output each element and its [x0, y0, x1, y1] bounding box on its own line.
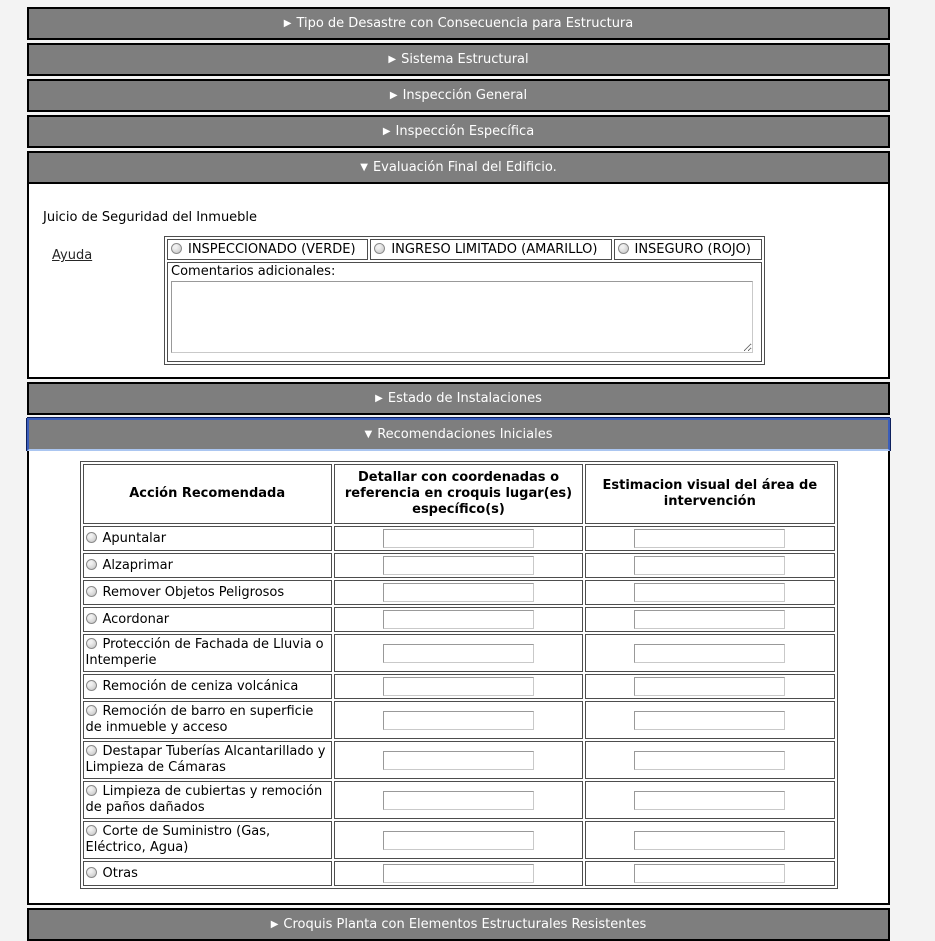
- estimation-input[interactable]: [634, 751, 785, 770]
- section-label: Evaluación Final del Edificio.: [372, 160, 557, 175]
- section-header-tipo-desastre[interactable]: [27, 7, 890, 40]
- detail-input[interactable]: [383, 751, 534, 770]
- action-radio[interactable]: [86, 785, 97, 796]
- detail-input[interactable]: [383, 529, 534, 548]
- table-row: [83, 674, 835, 699]
- table-row: [83, 781, 835, 819]
- section-header-recomendaciones-iniciales[interactable]: [27, 418, 890, 451]
- column-header-estimacion: Estimacion visual del área de intervención: [585, 464, 834, 524]
- detail-input[interactable]: [383, 556, 534, 575]
- section-header-estado-instalaciones[interactable]: [27, 382, 890, 415]
- detail-input[interactable]: [383, 610, 534, 629]
- action-label: Corte de Suministro (Gas, Eléctrico, Agua): [85, 824, 271, 855]
- section-label: Estado de Instalaciones: [387, 391, 542, 406]
- action-label: Remoción de ceniza volcánica: [102, 678, 299, 694]
- table-row: [83, 580, 835, 605]
- radio-inspeccionado-verde[interactable]: [171, 243, 182, 254]
- action-cell[interactable]: [83, 701, 332, 739]
- detail-cell: [334, 741, 583, 779]
- estimation-input[interactable]: [634, 831, 785, 850]
- section-header-sistema-estructural[interactable]: [27, 43, 890, 76]
- table-row: [83, 634, 835, 672]
- action-label: Remoción de barro en superficie de inmueble y acceso: [85, 704, 314, 735]
- estimation-cell: [585, 701, 834, 739]
- detail-cell: [334, 821, 583, 859]
- estimation-cell: [585, 741, 834, 779]
- triangle-right-icon: ▶: [388, 54, 397, 65]
- option-label: INSEGURO (ROJO): [634, 242, 751, 257]
- triangle-down-icon: ▼: [364, 429, 373, 440]
- detail-input[interactable]: [383, 791, 534, 810]
- table-row: [83, 526, 835, 551]
- action-radio[interactable]: [86, 680, 97, 691]
- estimation-input[interactable]: [634, 644, 785, 663]
- action-label: Apuntalar: [102, 530, 167, 546]
- action-label: Destapar Tuberías Alcantarillado y Limpieza de Cámaras: [85, 744, 326, 775]
- action-cell[interactable]: [83, 607, 332, 632]
- detail-input[interactable]: [383, 831, 534, 850]
- action-cell[interactable]: [83, 781, 332, 819]
- table-row: [83, 553, 835, 578]
- option-label: INGRESO LIMITADO (AMARILLO): [391, 242, 598, 257]
- detail-cell: [334, 526, 583, 551]
- estimation-cell: [585, 781, 834, 819]
- action-label: Alzaprimar: [102, 557, 173, 573]
- recommendations-tbody: [83, 526, 835, 886]
- estimation-input[interactable]: [634, 583, 785, 602]
- table-row: [83, 607, 835, 632]
- action-radio[interactable]: [86, 867, 97, 878]
- detail-cell: [334, 861, 583, 886]
- action-radio[interactable]: [86, 586, 97, 597]
- action-radio[interactable]: [86, 638, 97, 649]
- recomendaciones-panel: [27, 451, 890, 905]
- table-row: [83, 741, 835, 779]
- safety-judgment-box: [164, 236, 765, 365]
- action-cell[interactable]: [83, 674, 332, 699]
- triangle-right-icon: ▶: [389, 90, 398, 101]
- estimation-input[interactable]: [634, 791, 785, 810]
- section-label: Inspección Específica: [395, 124, 535, 139]
- accordion-form: [27, 7, 890, 941]
- triangle-down-icon: ▼: [360, 162, 368, 173]
- estimation-input[interactable]: [634, 864, 785, 883]
- detail-input[interactable]: [383, 711, 534, 730]
- option-cell-inseguro[interactable]: [614, 239, 763, 260]
- option-cell-inspeccionado[interactable]: [167, 239, 368, 260]
- action-cell[interactable]: [83, 634, 332, 672]
- section-label: Sistema Estructural: [401, 52, 529, 67]
- comments-textarea[interactable]: [171, 281, 753, 353]
- action-cell[interactable]: [83, 741, 332, 779]
- action-cell[interactable]: [83, 526, 332, 551]
- action-cell[interactable]: [83, 553, 332, 578]
- estimation-cell: [585, 607, 834, 632]
- action-radio[interactable]: [86, 745, 97, 756]
- option-cell-ingreso-limitado[interactable]: [370, 239, 611, 260]
- action-radio[interactable]: [86, 705, 97, 716]
- action-label: Acordonar: [102, 611, 170, 627]
- estimation-cell: [585, 674, 834, 699]
- section-label: Croquis Planta con Elementos Estructurales Resistentes: [283, 917, 647, 932]
- triangle-right-icon: ▶: [375, 393, 383, 404]
- recommendations-table: [80, 461, 838, 889]
- action-radio[interactable]: [86, 613, 97, 624]
- estimation-input[interactable]: [634, 711, 785, 730]
- detail-input[interactable]: [383, 864, 534, 883]
- table-row: [83, 861, 835, 886]
- action-label: Limpieza de cubiertas y remoción de paños dañados: [85, 784, 323, 815]
- column-header-detallar: Detallar con coordenadas o referencia en croquis lugar(es) específico(s): [334, 464, 583, 524]
- triangle-right-icon: ▶: [270, 919, 279, 930]
- estimation-cell: [585, 634, 834, 672]
- comments-label: Comentarios adicionales:: [171, 264, 336, 279]
- section-header-evaluacion-final[interactable]: [27, 151, 890, 184]
- estimation-cell: [585, 580, 834, 605]
- section-label: Tipo de Desastre con Consecuencia para Estructura: [296, 16, 634, 31]
- detail-input[interactable]: [383, 644, 534, 663]
- section-header-inspeccion-general[interactable]: [27, 79, 890, 112]
- estimation-input[interactable]: [634, 677, 785, 696]
- detail-input[interactable]: [383, 583, 534, 602]
- option-label: INSPECCIONADO (VERDE): [188, 242, 356, 257]
- section-label: Inspección General: [402, 88, 528, 103]
- action-cell[interactable]: [83, 821, 332, 859]
- evaluacion-final-panel: [27, 184, 890, 379]
- column-header-accion: Acción Recomendada: [83, 464, 332, 524]
- action-label: Otras: [102, 865, 138, 881]
- detail-cell: [334, 674, 583, 699]
- detail-cell: [334, 781, 583, 819]
- action-label: Protección de Fachada de Lluvia o Intemperie: [85, 637, 324, 668]
- action-radio[interactable]: [86, 532, 97, 543]
- estimation-cell: [585, 821, 834, 859]
- detail-input[interactable]: [383, 677, 534, 696]
- detail-cell: [334, 580, 583, 605]
- detail-cell: [334, 634, 583, 672]
- action-radio[interactable]: [86, 559, 97, 570]
- comments-cell: [167, 262, 762, 362]
- triangle-right-icon: ▶: [382, 126, 391, 137]
- estimation-input[interactable]: [634, 556, 785, 575]
- action-cell[interactable]: [83, 580, 332, 605]
- action-cell[interactable]: [83, 861, 332, 886]
- estimation-input[interactable]: [634, 529, 785, 548]
- triangle-right-icon: ▶: [283, 18, 292, 29]
- radio-inseguro-rojo[interactable]: [618, 243, 629, 254]
- estimation-input[interactable]: [634, 610, 785, 629]
- section-label: Recomendaciones Iniciales: [377, 427, 553, 442]
- estimation-cell: [585, 553, 834, 578]
- table-row: [83, 821, 835, 859]
- estimation-cell: [585, 861, 834, 886]
- table-row: [83, 701, 835, 739]
- help-link[interactable]: Ayuda: [52, 248, 93, 263]
- action-radio[interactable]: [86, 825, 97, 836]
- action-label: Remover Objetos Peligrosos: [102, 584, 285, 600]
- judgment-label: Juicio de Seguridad del Inmueble: [43, 210, 258, 225]
- detail-cell: [334, 607, 583, 632]
- detail-cell: [334, 701, 583, 739]
- estimation-cell: [585, 526, 834, 551]
- radio-ingreso-limitado-amarillo[interactable]: [374, 243, 385, 254]
- section-header-inspeccion-especifica[interactable]: [27, 115, 890, 148]
- section-header-croquis-planta[interactable]: [27, 908, 890, 941]
- detail-cell: [334, 553, 583, 578]
